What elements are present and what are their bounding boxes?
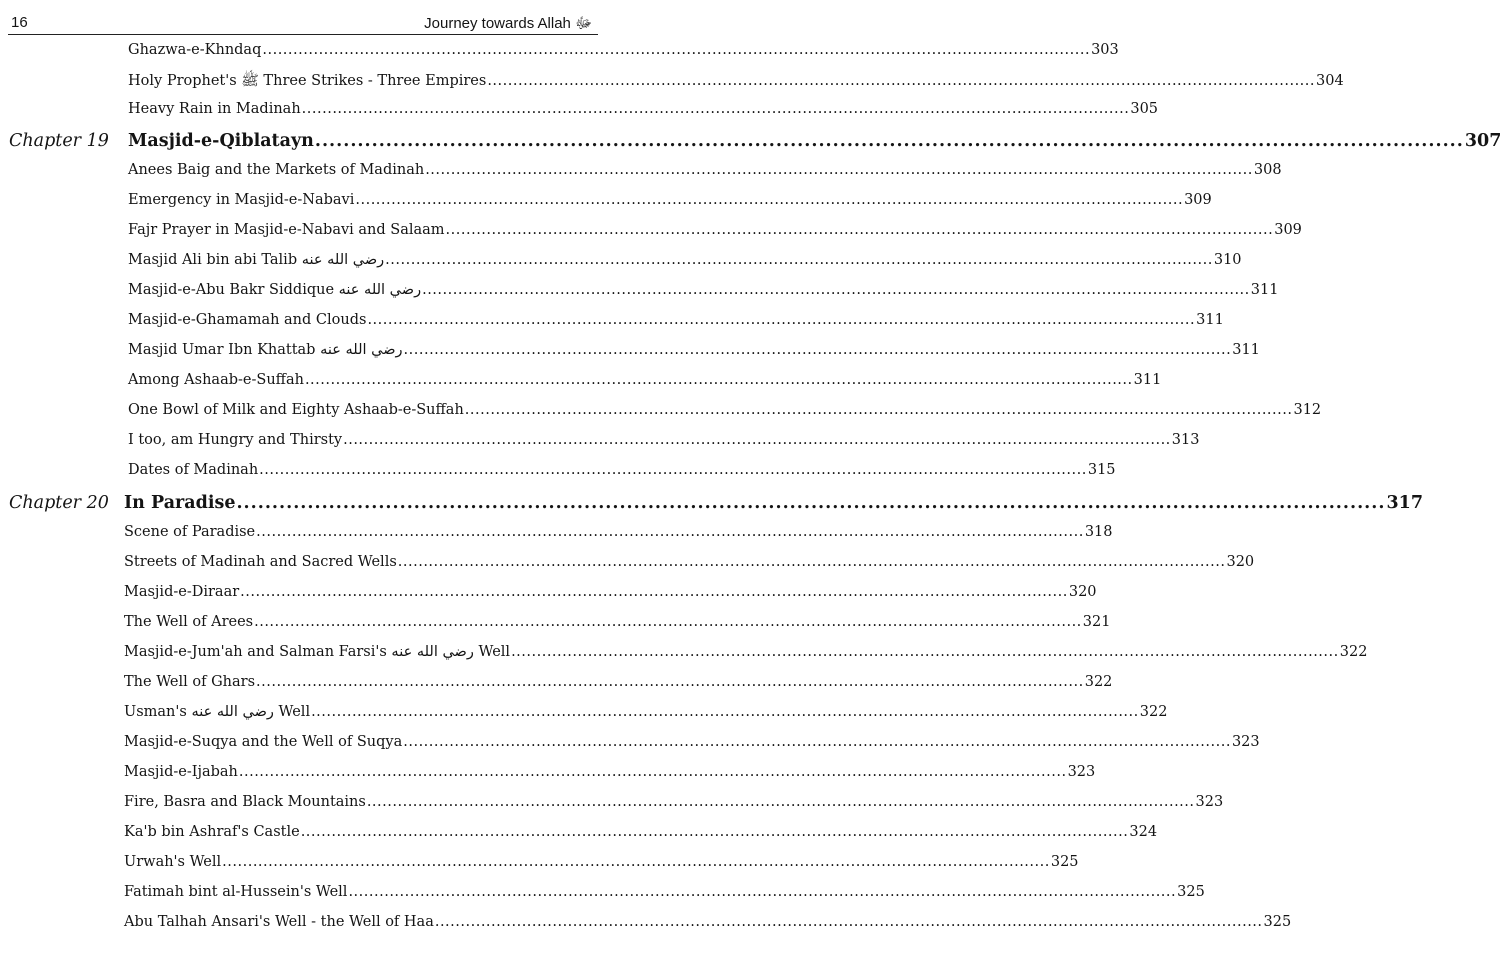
chapter-label: Chapter 19 xyxy=(9,131,109,151)
leader-dots xyxy=(311,704,1139,720)
toc-row xyxy=(0,914,1292,936)
entry-title: Urwah's Well xyxy=(124,854,222,870)
entry-title: Masjid-e-Jum'ah and Salman Farsi's رضي الله عنه Well xyxy=(124,644,511,660)
leader-dots xyxy=(403,734,1231,750)
toc-entry xyxy=(0,554,1255,570)
entry-page-number: 325 xyxy=(1177,884,1205,900)
entry-title: Masjid-e-Ghamamah and Clouds xyxy=(128,312,367,328)
leader-dots xyxy=(367,794,1195,810)
toc-row xyxy=(0,162,1282,184)
toc-row xyxy=(0,524,1113,546)
toc-row xyxy=(0,72,1344,94)
entry-title: Holy Prophet's ﷺ Three Strikes - Three Empires xyxy=(128,73,487,89)
toc-entry xyxy=(0,282,1279,298)
toc-entry xyxy=(0,192,1212,208)
entry-page-number: 322 xyxy=(1139,704,1168,720)
leader-dots xyxy=(305,372,1133,388)
entry-page-number: 303 xyxy=(1091,42,1119,58)
toc-entry xyxy=(0,644,1368,660)
toc-row xyxy=(0,824,1158,846)
entry-title: I too, am Hungry and Thirsty xyxy=(128,432,343,448)
leader-dots xyxy=(465,402,1293,418)
toc-row xyxy=(0,614,1111,636)
leader-dots xyxy=(511,644,1339,660)
entry-page-number: 324 xyxy=(1129,824,1158,840)
entry-page-number: 322 xyxy=(1339,644,1368,660)
toc-entry xyxy=(0,704,1168,720)
toc-row xyxy=(0,192,1212,214)
toc-row xyxy=(0,884,1205,906)
toc-entry xyxy=(0,674,1113,690)
entry-page-number: 308 xyxy=(1253,162,1282,178)
leader-dots xyxy=(254,614,1082,630)
leader-dots xyxy=(425,162,1253,178)
entry-title: The Well of Ghars xyxy=(124,674,256,690)
entry-page-number: 304 xyxy=(1316,73,1344,89)
toc-entry xyxy=(0,764,1096,780)
leader-dots xyxy=(422,282,1250,298)
entry-title: The Well of Arees xyxy=(124,614,254,630)
toc-entry xyxy=(0,372,1162,388)
toc-row xyxy=(0,794,1224,816)
toc-entry xyxy=(0,462,1116,478)
leader-dots xyxy=(240,584,1068,600)
toc-row xyxy=(0,764,1096,786)
leader-dots xyxy=(256,674,1084,690)
toc-entry xyxy=(0,794,1224,810)
entry-page-number: 320 xyxy=(1226,554,1255,570)
entry-title: Masjid-e-Suqya and the Well of Suqya xyxy=(124,734,403,750)
toc-row xyxy=(0,462,1116,484)
entry-page-number: 323 xyxy=(1231,734,1260,750)
toc-entry xyxy=(0,614,1111,630)
toc-entry xyxy=(0,402,1322,418)
chapter-row xyxy=(0,493,1423,515)
entry-title: In Paradise xyxy=(124,493,236,513)
entry-page-number: 325 xyxy=(1050,854,1079,870)
page-number: 16 xyxy=(11,14,28,31)
leader-dots xyxy=(404,342,1232,358)
entry-title: Ka'b bin Ashraf's Castle xyxy=(124,824,300,840)
toc-entry xyxy=(0,101,1159,117)
leader-dots xyxy=(348,884,1176,900)
toc-entry xyxy=(0,734,1260,750)
toc-entry xyxy=(0,222,1302,238)
toc-entry xyxy=(0,252,1242,268)
chapter-label: Chapter 20 xyxy=(9,493,109,513)
entry-page-number: 323 xyxy=(1067,764,1096,780)
entry-page-number: 307 xyxy=(1464,131,1501,151)
entry-page-number: 309 xyxy=(1274,222,1302,238)
chapter-row xyxy=(0,131,1501,153)
toc-entry xyxy=(0,42,1119,58)
entry-title: Masjid-e-Diraar xyxy=(124,584,240,600)
entry-page-number: 305 xyxy=(1130,101,1159,117)
entry-page-number: 310 xyxy=(1213,252,1242,268)
toc-entry xyxy=(0,884,1205,900)
leader-dots xyxy=(367,312,1195,328)
entry-title: Streets of Madinah and Sacred Wells xyxy=(124,554,397,570)
toc-row xyxy=(0,644,1368,666)
toc-row xyxy=(0,554,1255,576)
entry-title: Scene of Paradise xyxy=(124,524,256,540)
leader-dots xyxy=(435,914,1263,930)
entry-page-number: 313 xyxy=(1171,432,1200,448)
toc-row xyxy=(0,342,1260,364)
leader-dots xyxy=(262,42,1090,58)
entry-page-number: 318 xyxy=(1084,524,1113,540)
leader-dots xyxy=(355,192,1183,208)
toc-row xyxy=(0,222,1302,244)
entry-page-number: 309 xyxy=(1184,192,1212,208)
entry-page-number: 312 xyxy=(1293,402,1322,418)
running-title: Journey towards Allah ﷻ xyxy=(424,15,592,32)
toc-entry xyxy=(0,162,1282,178)
leader-dots xyxy=(446,222,1274,238)
toc-row xyxy=(0,704,1168,726)
toc-entry xyxy=(0,342,1260,358)
entry-title: Usman's رضي الله عنه Well xyxy=(124,704,311,720)
entry-title: Anees Baig and the Markets of Madinah xyxy=(128,162,425,178)
entry-title: Masjid Umar Ibn Khattab رضي الله عنه xyxy=(128,342,403,358)
entry-title: Masjid Ali bin abi Talib رضي الله عنه xyxy=(128,252,385,268)
toc-row xyxy=(0,372,1162,394)
entry-title: Abu Talhah Ansari's Well - the Well of Haa xyxy=(124,914,434,930)
leader-dots xyxy=(302,101,1130,117)
entry-title: Fatimah bint al-Hussein's Well xyxy=(124,884,348,900)
entry-title: Masjid-e-Ijabah xyxy=(124,764,238,780)
toc-entry xyxy=(0,824,1158,840)
toc-row xyxy=(0,402,1322,424)
toc-row xyxy=(0,101,1159,123)
toc-entry xyxy=(0,432,1200,448)
toc-row xyxy=(0,42,1119,64)
leader-dots xyxy=(385,252,1213,268)
entry-title: Ghazwa-e-Khndaq xyxy=(128,42,262,58)
toc-entry xyxy=(0,854,1079,870)
toc-entry xyxy=(0,584,1097,600)
leader-dots xyxy=(301,824,1129,840)
leader-dots xyxy=(487,73,1315,89)
leader-dots xyxy=(222,854,1050,870)
entry-page-number: 311 xyxy=(1250,282,1279,298)
entry-page-number: 311 xyxy=(1196,312,1224,328)
entry-page-number: 311 xyxy=(1232,342,1260,358)
entry-title: Masjid-e-Abu Bakr Siddique رضي الله عنه xyxy=(128,282,422,298)
entry-title: Dates of Madinah xyxy=(128,462,259,478)
toc-entry xyxy=(0,524,1113,540)
toc-entry xyxy=(0,72,1344,93)
entry-title: One Bowl of Milk and Eighty Ashaab-e-Suffah xyxy=(128,402,464,418)
leader-dots xyxy=(256,524,1084,540)
toc-row xyxy=(0,854,1079,876)
entry-page-number: 317 xyxy=(1386,493,1423,513)
entry-page-number: 311 xyxy=(1133,372,1162,388)
entry-page-number: 323 xyxy=(1195,794,1224,810)
toc-row xyxy=(0,734,1260,756)
leader-dots xyxy=(343,432,1171,448)
toc-row xyxy=(0,252,1242,274)
entry-page-number: 321 xyxy=(1082,614,1111,630)
entry-title: Heavy Rain in Madinah xyxy=(128,101,301,117)
toc-entry xyxy=(0,312,1224,328)
leader-dots xyxy=(315,131,1464,151)
entry-page-number: 315 xyxy=(1087,462,1116,478)
toc-row xyxy=(0,312,1224,334)
entry-page-number: 322 xyxy=(1084,674,1113,690)
toc-row xyxy=(0,432,1200,454)
entry-title: Emergency in Masjid-e-Nabavi xyxy=(128,192,355,208)
leader-dots xyxy=(239,764,1067,780)
entry-title: Among Ashaab-e-Suffah xyxy=(128,372,304,388)
entry-page-number: 325 xyxy=(1263,914,1292,930)
entry-page-number: 320 xyxy=(1068,584,1097,600)
toc-row xyxy=(0,674,1113,696)
leader-dots xyxy=(259,462,1087,478)
leader-dots xyxy=(398,554,1226,570)
toc-entry xyxy=(0,914,1292,930)
toc-row xyxy=(0,584,1097,606)
entry-title: Masjid-e-Qiblatayn xyxy=(128,131,314,151)
toc-row xyxy=(0,282,1279,304)
leader-dots xyxy=(236,493,1385,513)
entry-title: Fire, Basra and Black Mountains xyxy=(124,794,366,810)
entry-title: Fajr Prayer in Masjid-e-Nabavi and Salaam xyxy=(128,222,445,238)
